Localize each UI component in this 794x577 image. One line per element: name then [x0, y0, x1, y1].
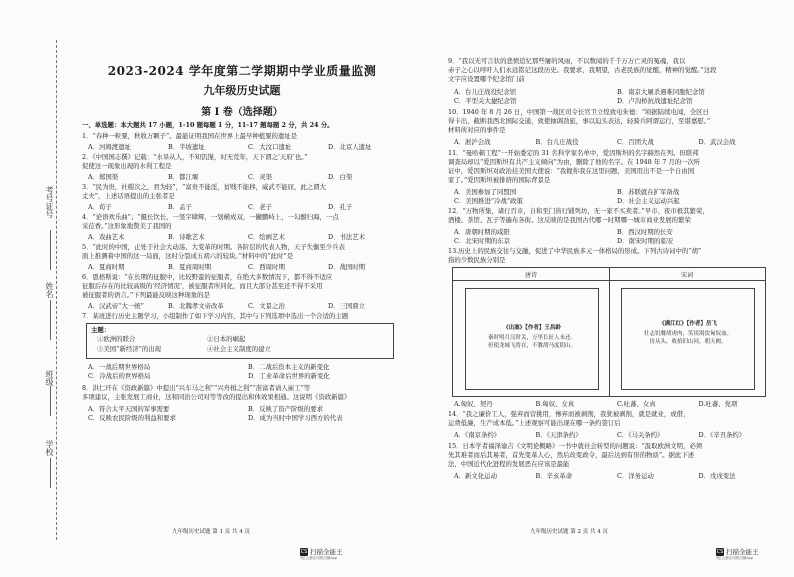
q2-option-a[interactable]: A．郑国渠 [88, 173, 119, 181]
page-1 [82, 0, 402, 577]
exam-subtitle: 九年级历史试题 [203, 84, 281, 97]
q5-option-c[interactable]: C．西周时期 [248, 263, 285, 271]
song-poem-line-1: 壮志饥餐胡虏肉，笑谈渴饮匈奴血。 [643, 331, 732, 337]
q6-options [88, 301, 408, 310]
q1-option-b[interactable]: B．半坡遗址 [168, 143, 205, 151]
q9-option-c[interactable]: C．平型关大捷纪念馆 [454, 97, 517, 105]
q6-stem: 6．恩格斯说：“在长期的征服中，比较野蛮的征服者，在绝大多数情况下，都不得不适应 [82, 273, 333, 281]
q9-stem: 9．“我以无可言状的悲愤追忆那些屠的风雨，不以数闻的千千万万亡灵的冤魂，我以 [448, 57, 686, 65]
q8-option-d[interactable]: D．成为当时中国学习西方的代表 [248, 414, 343, 422]
q13-option-b[interactable]: B.匈奴、女真 [535, 400, 575, 408]
tang-poem-title: 《出塞》【作者】王昌龄 [503, 325, 561, 331]
q11-stem-cont3: 家了。”爱因斯坦被排挤的国际背景是 [448, 176, 551, 184]
exam-title: 2023-2024 学年度第二学期期中学业质量监测 [107, 64, 377, 78]
q13-option-c[interactable]: C.吐蕃、女真 [617, 400, 656, 408]
q1-option-a[interactable]: A．河姆渡遗址 [88, 143, 131, 151]
binding-margin [0, 0, 78, 577]
table-column-divider [609, 268, 610, 396]
tang-poem-card [465, 288, 599, 390]
q13-option-a[interactable]: A.匈奴、契丹 [454, 400, 493, 408]
song-poem-line-2: 待从头，收拾旧山河，朝天阙。 [649, 339, 727, 345]
q8-stem-cont: 多项建议，主张发展工商业，这和同治公司对等等改的提出和体效果相通。这说明《资政新篇》 [82, 393, 351, 401]
q13-poem-table [452, 267, 766, 397]
q6-stem-cont2: 被征服者的语言。”下列最能反映这种现象的是 [82, 291, 210, 299]
table-head-tang: 唐诗 [524, 272, 537, 279]
table-head-song: 宋词 [680, 272, 693, 279]
q2-option-b[interactable]: B．都江堰 [168, 173, 199, 181]
q5-stem-cont: 面上推测着中国的这一局面，这时分裂成五胡六的较块。”材料中的“此时”是 [82, 252, 294, 260]
q10-option-b[interactable]: B．台儿庄战役 [535, 138, 579, 146]
q2-options [88, 172, 408, 181]
scanner-sub-label: 3亿人都在用的扫描App [716, 556, 754, 560]
q13-options [454, 399, 780, 408]
q6-option-b[interactable]: B．北魏孝文帝改革 [168, 302, 224, 310]
q3-option-d[interactable]: D．孔子 [328, 203, 353, 211]
scanner-logo-icon: CS [716, 548, 724, 555]
class-label: 班级 [45, 370, 54, 386]
q15-options [454, 471, 780, 480]
q5-option-a[interactable]: A．夏商时期 [88, 263, 125, 271]
q11-stem-cont2: 证中，爱因斯坦对政治挂美国大使说：“我握你我在这里问题，美国用出不是一个自由国 [448, 167, 695, 175]
q2-option-c[interactable]: C．灵渠 [248, 173, 273, 181]
scanner-logo-icon: CS [300, 548, 308, 555]
q5-options [88, 262, 408, 271]
q12-stem-cont: 酒楼、茶馆、瓦子等遍布各街。这反映的是我国古代哪一时期哪一城市商业发展的繁荣 [448, 216, 691, 224]
q10-option-d[interactable]: D．武汉会战 [698, 138, 736, 146]
q11-option-d[interactable]: D．社会主义运动兴起 [617, 197, 680, 205]
q7-box-title: 主题： [91, 326, 111, 334]
q9-options [454, 87, 780, 105]
school-field[interactable] [50, 458, 51, 488]
q3-option-b[interactable]: B．孟子 [168, 203, 192, 211]
q7-option-b[interactable]: B．二战后资本主义的新变化 [248, 363, 330, 371]
q14-option-d[interactable]: D．《辛丑条约》 [698, 431, 746, 439]
q10-stem-cont: 得卡出，截断我西北国际交通，致使抽调劲旅，事以迫头表达，轻骑兵阿谓运行，至堪嘉慰。” [448, 117, 711, 125]
q9-option-a[interactable]: A．台儿庄战役纪念馆 [454, 88, 517, 96]
q4-stem: 4．“论语欢乐曲”；“摄长饮长，一竖字肆辉，一划横成双，一撇鹏峙上，一勾酣归海，一点 [82, 213, 339, 221]
binding-dashed-line [56, 40, 57, 540]
school-label: 学校 [45, 440, 54, 456]
scanner-watermark-left [300, 547, 343, 556]
q14-options [454, 430, 780, 439]
q8-option-c[interactable]: C．反映农民阶级的利益和要求 [88, 414, 176, 422]
q9-stem-cont2: 文字应设置哪个纪念馆门前 [448, 75, 525, 83]
q14-option-b[interactable]: B．《天津条约》 [535, 431, 582, 439]
scanner-label: 扫描全能王 [310, 548, 343, 556]
q11-option-c[interactable]: C．美国推进“冷战”政策 [454, 197, 523, 205]
q12-option-c[interactable]: C．北宋时期的东京 [454, 237, 511, 245]
q1-option-d[interactable]: D．北京人遗址 [328, 143, 372, 151]
q11-stem-cont: 调查局却以“爱因斯坦有共产主义倾向”为由，删除了他的名字。在 1948 年 7 月的一次听 [448, 158, 701, 166]
footer-page-1: 九年级历史试题 第 1 页 共 4 页 [172, 529, 250, 535]
q8-option-b[interactable]: B．反映了资产阶级的要求 [248, 405, 323, 413]
q11-option-b[interactable]: B．苏联就在扩军备战 [617, 188, 680, 196]
q14-option-a[interactable]: A．《南京条约》 [454, 431, 501, 439]
q5-option-b[interactable]: B．夏商周时期 [168, 263, 212, 271]
q2-option-d[interactable]: D．白渠 [328, 173, 353, 181]
q10-option-c[interactable]: C．百团大战 [617, 138, 654, 146]
scanner-watermark-right [716, 547, 759, 556]
exam-number-field[interactable] [50, 230, 51, 270]
q9-option-b[interactable]: B．南京大屠杀遇难同胞纪念馆 [617, 88, 705, 96]
q14-stem: 14．“我之廉价工人，强弃而营挑用，惨弃而被剥削，我犹被剥削，就是就业，或借， [448, 410, 690, 418]
q3-stem: 3．“民为贵，社稷次之，君为轻”，“富贵不能淫，贫贱不能移，威武不能屈，此之谓大 [82, 183, 326, 191]
tang-poem-line-2: 但使龙城飞将在，不教胡马度阴山。 [487, 343, 576, 349]
q3-option-c[interactable]: C．老子 [248, 203, 273, 211]
footer-page-2: 九年级历史试题 第 2 页 共 4 页 [530, 529, 608, 535]
q9-option-d[interactable]: D．卢沟桥抗战遗址纪念馆 [617, 97, 693, 105]
q8-stem: 8．洪仁玕在《资政新篇》中提出“兴车马之利”“兴舟楫之利”“准富者请人雇工”等 [82, 384, 311, 392]
q12-option-b[interactable]: B．西汉时期的长安 [617, 228, 673, 236]
q3-option-a[interactable]: A．荀子 [88, 203, 112, 211]
q15-stem-cont: 先其难者而后其易者，首先变革人心，然后改变政令，最后达到有形的物质”。据此下述 [448, 451, 695, 459]
q12-options [454, 227, 780, 245]
q7-stem: 7．某班进行历史主题学习，小组制作了如下学习内容，其中与下列选项中选出一个合适的主题 [82, 312, 349, 320]
tang-poem-line-1: 秦时明月汉时关，万里长征人未还。 [487, 335, 576, 341]
q15-option-d[interactable]: D．戊戌变法 [698, 472, 736, 480]
q6-option-c[interactable]: C．文景之治 [248, 302, 285, 310]
name-field[interactable] [50, 300, 51, 340]
section-heading: 一、单选题：本大题共 17 小题，1-10 题每题 1 分，11-17 题每题 2 分，共 24 分。 [82, 121, 334, 129]
name-label: 姓名 [45, 282, 54, 298]
q13-option-d[interactable]: D.吐蕃、党项 [698, 400, 738, 408]
q9-stem-cont: 赤子之心以呼吁人们永远铭记这段历史。我要求，我期望，古老民族的觉醒，精神的觉醒。”这段 [448, 66, 717, 74]
q2-stem: 2．《中国国志撰》记载：“水旱从人，不知饥馑，时无荒年，天下谓之‘天府’也。” [82, 153, 308, 161]
q12-option-d[interactable]: D．南宋时期的临安 [617, 237, 674, 245]
q4-stem-cont: 采莅香。”这形象地赞美了我国的 [82, 222, 172, 230]
class-field[interactable] [50, 386, 51, 416]
q4-option-b[interactable]: B．诗歌艺术 [168, 233, 205, 241]
q1-stem: 1．“春种一粒粟，秋收万颗子”。最能证明我国在世界上最早种植粟的遗址是 [82, 132, 298, 140]
q1-options [88, 142, 408, 151]
q3-options [88, 202, 408, 211]
page-2 [448, 0, 774, 577]
q5-option-d[interactable]: D．战国时期 [328, 263, 366, 271]
q6-option-a[interactable]: A．汉武帝“大一统” [88, 302, 144, 310]
q4-option-d[interactable]: D．书法艺术 [328, 233, 366, 241]
q14-option-c[interactable]: C．《马关条约》 [617, 431, 664, 439]
q5-stem: 5．“此时的中国，正处于社会大动荡、大变革的时期。各阶层的代表人物，天子失衡至少兵表 [82, 243, 345, 251]
exam-part: 第 I 卷（选择题） [201, 107, 283, 118]
q15-stem: 15．日本学者福泽谕吉《文明论概略》一书中就社会转型的问题说：“汲取欧洲文明，必须 [448, 442, 703, 450]
q8-option-a[interactable]: A．符合太平天国的军事需要 [88, 405, 170, 413]
q7-box-item-1: ①欧洲的联合 [97, 335, 136, 343]
song-poem-title: 《满江红》【作者】岳飞 [659, 321, 717, 327]
q4-option-c[interactable]: C．绘画艺术 [248, 233, 285, 241]
q7-box-item-3: ③美国“新经济”的出现 [97, 345, 162, 353]
q1-option-c[interactable]: C．大汶口遗址 [248, 143, 292, 151]
q15-stem-cont2: 法，中国近代化进程的发展恶在应该是最能 [448, 460, 570, 468]
q15-option-a[interactable]: A．新文化运动 [454, 472, 497, 480]
q10-option-a[interactable]: A．淞沪会战 [454, 138, 491, 146]
q10-stem-cont2: 材料所对应的事件是 [448, 126, 506, 134]
q11-option-a[interactable]: A．美国参加了同盟国 [454, 188, 517, 196]
q7-box-item-4: ④社会主义制度的建立 [207, 345, 271, 353]
q8-options [88, 404, 408, 422]
q11-options [454, 187, 780, 205]
q11-stem: 11．“曼哈顿工程”一开始委定的 31 名科学家名单中，爱因斯坦的名字赫然在列。但联邦 [448, 149, 699, 157]
q2-stem-cont: 促使这一现象出现的水利工程是 [82, 162, 172, 170]
q12-option-a[interactable]: A．唐朝时期的咸阳 [454, 228, 510, 236]
q13-stem: 13.历史上的民族交往与交融，促进了中华民族多元一体格局的形成。下列古诗词中的“胡” [448, 247, 702, 255]
q6-stem-cont: 征服后存在的比较高级的‘经济情况’，被征服者所同化，而且大部分甚至还不得不采用 [82, 282, 323, 290]
q7-option-c[interactable]: C．冷战后的世界格局 [88, 372, 151, 380]
q4-option-a[interactable]: A．戏曲艺术 [88, 233, 125, 241]
q15-option-b[interactable]: B．辛亥革命 [535, 472, 573, 480]
q4-options [88, 232, 408, 241]
song-poem-card [621, 288, 755, 390]
exam-number-label: 考号证号 [45, 186, 54, 218]
q7-option-a[interactable]: A．一战后期世界格局 [88, 363, 151, 371]
q14-stem-cont: 运费低廉，生产成本低。”上述观察可能出现在哪一条约签订后 [448, 419, 621, 427]
q10-stem: 10．1940 年 8 月 26 日，中国第一战区司令长官卫立煌致电朱德：“顷据陆续电闻，全区日 [448, 108, 709, 116]
q7-option-d[interactable]: D．工业革命后世界的新变化 [248, 372, 330, 380]
q7-box-item-2: ②日本的崛起 [207, 335, 246, 343]
q15-option-c[interactable]: C．洋务运动 [617, 472, 654, 480]
q6-option-d[interactable]: D．三国鼎立 [328, 302, 366, 310]
q10-options [454, 137, 780, 146]
q3-stem-cont: 丈夫”，上述话语提出的主张者是 [82, 192, 175, 200]
q13-stem-cont: 指的少数民族分别是 [448, 256, 506, 264]
scanner-sub-label: 3亿人都在用的扫描App [300, 556, 338, 560]
q12-stem: 12．“万物所集，诸行百市，自和至门皆行铺列坊，无一家不买卖者。”早市、夜市极其繁荣， [448, 207, 709, 215]
q7-topic-box [86, 323, 394, 359]
scanner-label: 扫描全能王 [726, 548, 759, 556]
q7-options [88, 362, 408, 380]
